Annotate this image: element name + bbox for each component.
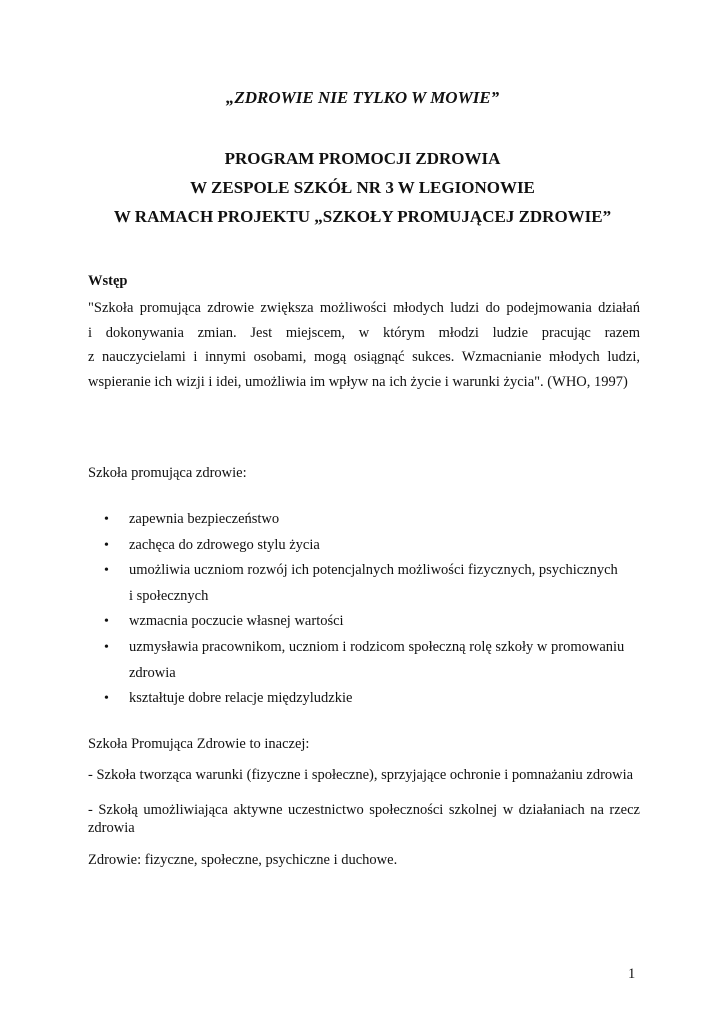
list-item-text: uzmysławia pracownikom, uczniom i rodzicom społeczną rolę szkoły w promowaniu [129,638,625,655]
bullet-icon: • [104,639,109,655]
title-line-2: W ZESPOLE SZKÓŁ NR 3 W LEGIONOWIE [190,178,535,197]
intro-line-4: wspieranie ich wizji i idei, umożliwia im wpływ na ich życie i warunki życia". (WHO, 1997) [88,373,628,390]
bullet-icon: • [104,537,109,553]
list-item-text: wzmacnia poczucie własnej wartości [129,613,344,630]
title-line-3: W RAMACH PROJEKTU „SZKOŁY PROMUJĄCEJ ZDROWIE” [113,207,612,226]
bullet-icon: • [104,691,109,707]
list-lead: Szkoła promująca zdrowie: [88,465,247,481]
paragraph-health-dimensions: Zdrowie: fizyczne, społeczne, psychiczne i duchowe. [88,852,398,868]
paragraph-definition-1: - Szkoła tworząca warunki (fizyczne i społeczne), sprzyjające ochronie i pomnażaniu zdrowia [88,767,634,783]
document-motto: „ZDROWIE NIE TYLKO W MOWIE” [225,88,500,107]
list-item-text: zapewnia bezpieczeństwo [129,511,280,527]
section-heading-intro: Wstęp [88,273,128,289]
intro-line-3: z nauczycielami i innymi osobami, mogą osiągnąć sukces. Wzmacnianie młodych ludzi, [88,349,640,365]
list-item [88,533,648,559]
list-item [88,558,648,584]
list-item-continuation [88,661,648,687]
paragraph-definition-2: - Szkołą umożliwiająca aktywne uczestnictwo społeczności szkolnej w działaniach na rzecz zdrowia [88,802,640,836]
list-item-text: zachęca do zdrowego stylu życia [129,536,320,553]
paragraph-definition-lead: Szkoła Promująca Zdrowie to inaczej: [88,736,310,752]
list-item-text: kształtuje dobre relacje międzyludzkie [129,690,353,707]
bullet-icon: • [104,614,109,630]
list-item-text: umożliwia uczniom rozwój ich potencjalnych możliwości fizycznych, psychicznych [129,562,618,579]
bullet-icon: • [104,512,109,527]
page-number: 1 [628,966,636,982]
list-item-text: zdrowia [129,664,176,681]
title-line-1: PROGRAM PROMOCJI ZDROWIA [224,149,501,168]
intro-line-1: "Szkoła promująca zdrowie zwiększa możliwości młodych ludzi do podejmowania działań [88,300,640,316]
list-item [88,635,648,661]
intro-quote [88,296,640,394]
list-item [88,507,648,533]
list-item-text: i społecznych [129,587,209,604]
list-item-continuation [88,584,648,610]
bullet-icon: • [104,563,109,579]
intro-line-2: i dokonywania zmian. Jest miejscem, w którym młodzi ludzie pracując razem [88,324,640,341]
list-item [88,609,648,635]
features-list [88,507,648,712]
list-item [88,686,648,712]
document-title [0,144,725,231]
